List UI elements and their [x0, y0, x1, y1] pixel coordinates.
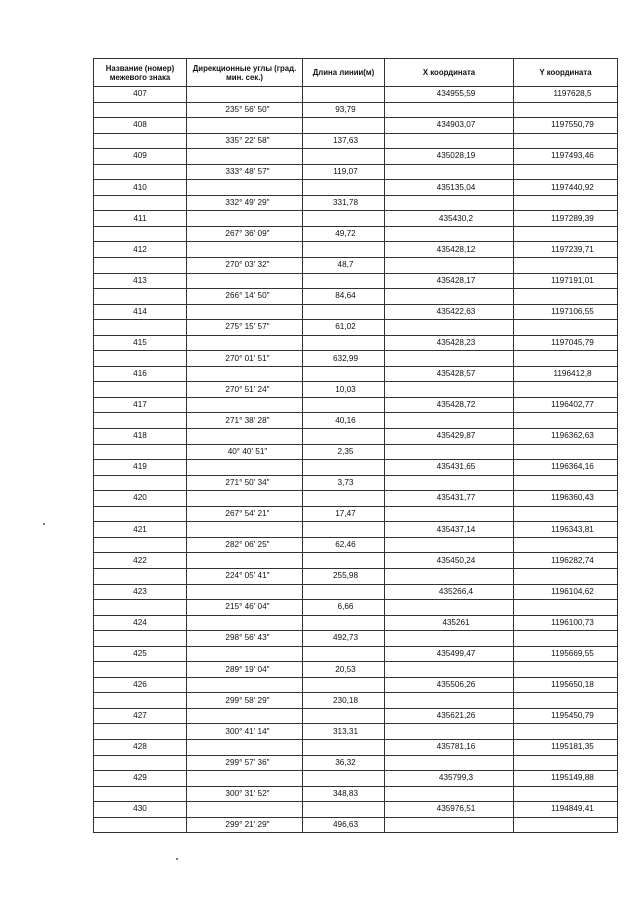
point-name-cell-empty: [94, 102, 187, 118]
directional-angle-cell: 299° 58' 29": [187, 693, 303, 709]
x-coordinate-cell-empty: [385, 600, 514, 616]
x-coordinate-cell-empty: [385, 351, 514, 367]
x-coordinate-cell-empty: [385, 444, 514, 460]
y-coordinate-cell: 1195181,35: [514, 739, 618, 755]
table-row-line: [94, 413, 618, 429]
point-name-cell-empty: [94, 817, 187, 833]
x-coordinate-cell-empty: [385, 631, 514, 647]
table-row-line: [94, 102, 618, 118]
x-coordinate-cell: 435506,26: [385, 677, 514, 693]
directional-angle-cell: 275° 15' 57": [187, 320, 303, 336]
point-name-cell: 410: [94, 180, 187, 196]
directional-angle-cell: 266° 14' 50": [187, 289, 303, 305]
point-name-cell: 413: [94, 273, 187, 289]
header-marker-name: Название (номер) межевого знака: [94, 59, 187, 87]
y-coordinate-cell: 1197289,39: [514, 211, 618, 227]
y-coordinate-cell-empty: [514, 164, 618, 180]
table-row-line: [94, 164, 618, 180]
table-row-line: [94, 693, 618, 709]
x-coordinate-cell: 435428,57: [385, 366, 514, 382]
table-row-point: [94, 397, 618, 413]
x-coordinate-cell-empty: [385, 289, 514, 305]
directional-angle-cell: 270° 51' 24": [187, 382, 303, 398]
header-y-coordinate: Y координата: [514, 59, 618, 87]
x-coordinate-cell: 435976,51: [385, 802, 514, 818]
x-coordinate-cell-empty: [385, 382, 514, 398]
y-coordinate-cell-empty: [514, 413, 618, 429]
table-row-point: [94, 646, 618, 662]
directional-angle-cell: 300° 41' 14": [187, 724, 303, 740]
scan-speck: [176, 858, 178, 860]
y-coordinate-cell-empty: [514, 289, 618, 305]
angle-cell-empty: [187, 522, 303, 538]
line-length-cell: 331,78: [303, 195, 385, 211]
angle-cell-empty: [187, 118, 303, 134]
x-coordinate-cell: 435428,17: [385, 273, 514, 289]
point-name-cell-empty: [94, 631, 187, 647]
table-row-line: [94, 537, 618, 553]
directional-angle-cell: 332° 49' 29": [187, 195, 303, 211]
point-name-cell-empty: [94, 724, 187, 740]
point-name-cell: 418: [94, 429, 187, 445]
angle-cell-empty: [187, 149, 303, 165]
point-name-cell-empty: [94, 568, 187, 584]
table-row-point: [94, 491, 618, 507]
y-coordinate-cell-empty: [514, 195, 618, 211]
header-line-length: Длина линии(м): [303, 59, 385, 87]
point-name-cell-empty: [94, 600, 187, 616]
directional-angle-cell: 224° 05' 41": [187, 568, 303, 584]
directional-angle-cell: 298° 56' 43": [187, 631, 303, 647]
y-coordinate-cell-empty: [514, 817, 618, 833]
line-length-cell: 119,07: [303, 164, 385, 180]
point-name-cell-empty: [94, 475, 187, 491]
point-name-cell: 430: [94, 802, 187, 818]
point-name-cell: 417: [94, 397, 187, 413]
x-coordinate-cell: 435431,65: [385, 460, 514, 476]
y-coordinate-cell-empty: [514, 631, 618, 647]
x-coordinate-cell: 435429,87: [385, 429, 514, 445]
y-coordinate-cell: 1197239,71: [514, 242, 618, 258]
x-coordinate-cell-empty: [385, 475, 514, 491]
table-row-line: [94, 786, 618, 802]
table-row-point: [94, 149, 618, 165]
point-name-cell: 422: [94, 553, 187, 569]
angle-cell-empty: [187, 677, 303, 693]
x-coordinate-cell-empty: [385, 195, 514, 211]
line-length-cell: 61,02: [303, 320, 385, 336]
y-coordinate-cell: 1196343,81: [514, 522, 618, 538]
directional-angle-cell: 271° 38' 28": [187, 413, 303, 429]
y-coordinate-cell: 1195450,79: [514, 708, 618, 724]
x-coordinate-cell-empty: [385, 413, 514, 429]
line-length-cell: 632,99: [303, 351, 385, 367]
table-row-point: [94, 802, 618, 818]
point-name-cell-empty: [94, 755, 187, 771]
x-coordinate-cell-empty: [385, 817, 514, 833]
angle-cell-empty: [187, 429, 303, 445]
x-coordinate-cell: 435430,2: [385, 211, 514, 227]
y-coordinate-cell: 1197493,46: [514, 149, 618, 165]
point-name-cell: 415: [94, 335, 187, 351]
x-coordinate-cell-empty: [385, 102, 514, 118]
y-coordinate-cell: 1196104,62: [514, 584, 618, 600]
table-body: [94, 87, 618, 833]
x-coordinate-cell: 435266,4: [385, 584, 514, 600]
table-row-line: [94, 289, 618, 305]
table-row-line: [94, 475, 618, 491]
length-cell-empty: [303, 771, 385, 787]
y-coordinate-cell-empty: [514, 475, 618, 491]
y-coordinate-cell: 1196282,74: [514, 553, 618, 569]
angle-cell-empty: [187, 304, 303, 320]
table-row-line: [94, 724, 618, 740]
table-row-line: [94, 631, 618, 647]
point-name-cell: 411: [94, 211, 187, 227]
point-name-cell: 427: [94, 708, 187, 724]
angle-cell-empty: [187, 211, 303, 227]
y-coordinate-cell: 1197440,92: [514, 180, 618, 196]
length-cell-empty: [303, 677, 385, 693]
x-coordinate-cell-empty: [385, 568, 514, 584]
x-coordinate-cell-empty: [385, 786, 514, 802]
directional-angle-cell: 270° 01' 51": [187, 351, 303, 367]
point-name-cell-empty: [94, 320, 187, 336]
x-coordinate-cell-empty: [385, 506, 514, 522]
line-length-cell: 93,79: [303, 102, 385, 118]
y-coordinate-cell: 1196412,8: [514, 366, 618, 382]
point-name-cell: 408: [94, 118, 187, 134]
table-row-point: [94, 304, 618, 320]
directional-angle-cell: 333° 48' 57": [187, 164, 303, 180]
table-row-point: [94, 708, 618, 724]
y-coordinate-cell-empty: [514, 662, 618, 678]
y-coordinate-cell: 1197191,01: [514, 273, 618, 289]
y-coordinate-cell-empty: [514, 226, 618, 242]
table-row-line: [94, 817, 618, 833]
x-coordinate-cell-empty: [385, 537, 514, 553]
table-row-point: [94, 429, 618, 445]
length-cell-empty: [303, 149, 385, 165]
point-name-cell: 414: [94, 304, 187, 320]
y-coordinate-cell: 1194849,41: [514, 802, 618, 818]
point-name-cell: 423: [94, 584, 187, 600]
y-coordinate-cell: 1196362,63: [514, 429, 618, 445]
y-coordinate-cell-empty: [514, 537, 618, 553]
directional-angle-cell: 282° 06' 25": [187, 537, 303, 553]
line-length-cell: 255,98: [303, 568, 385, 584]
y-coordinate-cell-empty: [514, 786, 618, 802]
directional-angle-cell: 215° 46' 04": [187, 600, 303, 616]
table-row-point: [94, 118, 618, 134]
x-coordinate-cell-empty: [385, 258, 514, 274]
angle-cell-empty: [187, 771, 303, 787]
y-coordinate-cell-empty: [514, 724, 618, 740]
point-name-cell-empty: [94, 164, 187, 180]
table-row-line: [94, 382, 618, 398]
angle-cell-empty: [187, 646, 303, 662]
x-coordinate-cell: 435499,47: [385, 646, 514, 662]
x-coordinate-cell-empty: [385, 662, 514, 678]
table-row-point: [94, 584, 618, 600]
y-coordinate-cell-empty: [514, 506, 618, 522]
line-length-cell: 492,73: [303, 631, 385, 647]
point-name-cell-empty: [94, 289, 187, 305]
x-coordinate-cell: 435428,23: [385, 335, 514, 351]
length-cell-empty: [303, 397, 385, 413]
x-coordinate-cell-empty: [385, 226, 514, 242]
y-coordinate-cell-empty: [514, 444, 618, 460]
angle-cell-empty: [187, 87, 303, 103]
line-length-cell: 10,03: [303, 382, 385, 398]
table-row-line: [94, 568, 618, 584]
length-cell-empty: [303, 708, 385, 724]
directional-angle-cell: 335° 22' 58": [187, 133, 303, 149]
point-name-cell-empty: [94, 662, 187, 678]
length-cell-empty: [303, 242, 385, 258]
table-row-line: [94, 320, 618, 336]
x-coordinate-cell: 435135,04: [385, 180, 514, 196]
y-coordinate-cell: 1197628,5: [514, 87, 618, 103]
y-coordinate-cell: 1195149,88: [514, 771, 618, 787]
point-name-cell: 420: [94, 491, 187, 507]
point-name-cell: 429: [94, 771, 187, 787]
angle-cell-empty: [187, 397, 303, 413]
point-name-cell-empty: [94, 226, 187, 242]
y-coordinate-cell-empty: [514, 133, 618, 149]
x-coordinate-cell-empty: [385, 320, 514, 336]
line-length-cell: 40,16: [303, 413, 385, 429]
length-cell-empty: [303, 180, 385, 196]
y-coordinate-cell-empty: [514, 755, 618, 771]
length-cell-empty: [303, 802, 385, 818]
directional-angle-cell: 299° 57' 36": [187, 755, 303, 771]
length-cell-empty: [303, 429, 385, 445]
point-name-cell-empty: [94, 133, 187, 149]
y-coordinate-cell: 1195669,55: [514, 646, 618, 662]
y-coordinate-cell: 1196360,43: [514, 491, 618, 507]
y-coordinate-cell: 1197550,79: [514, 118, 618, 134]
length-cell-empty: [303, 118, 385, 134]
angle-cell-empty: [187, 802, 303, 818]
x-coordinate-cell-empty: [385, 164, 514, 180]
x-coordinate-cell: 435437,14: [385, 522, 514, 538]
length-cell-empty: [303, 273, 385, 289]
line-length-cell: 2,35: [303, 444, 385, 460]
x-coordinate-cell-empty: [385, 755, 514, 771]
length-cell-empty: [303, 584, 385, 600]
angle-cell-empty: [187, 708, 303, 724]
angle-cell-empty: [187, 615, 303, 631]
point-name-cell-empty: [94, 537, 187, 553]
point-name-cell-empty: [94, 195, 187, 211]
angle-cell-empty: [187, 366, 303, 382]
directional-angle-cell: 289° 19' 04": [187, 662, 303, 678]
table-row-line: [94, 600, 618, 616]
angle-cell-empty: [187, 273, 303, 289]
table-row-line: [94, 226, 618, 242]
x-coordinate-cell: 435799,3: [385, 771, 514, 787]
directional-angle-cell: 267° 54' 21": [187, 506, 303, 522]
length-cell-empty: [303, 366, 385, 382]
x-coordinate-cell-empty: [385, 133, 514, 149]
x-coordinate-cell: 435621,26: [385, 708, 514, 724]
table-row-point: [94, 242, 618, 258]
length-cell-empty: [303, 739, 385, 755]
line-length-cell: 496,63: [303, 817, 385, 833]
y-coordinate-cell: 1196364,16: [514, 460, 618, 476]
x-coordinate-cell: 434955,59: [385, 87, 514, 103]
length-cell-empty: [303, 211, 385, 227]
table-row-point: [94, 615, 618, 631]
angle-cell-empty: [187, 491, 303, 507]
point-name-cell-empty: [94, 258, 187, 274]
table-row-line: [94, 444, 618, 460]
x-coordinate-cell: 435428,72: [385, 397, 514, 413]
y-coordinate-cell: 1197045,79: [514, 335, 618, 351]
y-coordinate-cell-empty: [514, 568, 618, 584]
table-row-point: [94, 273, 618, 289]
header-directional-angles: Дирекционные углы (град. мин. сек.): [187, 59, 303, 87]
line-length-cell: 3,73: [303, 475, 385, 491]
table-row-point: [94, 180, 618, 196]
length-cell-empty: [303, 335, 385, 351]
x-coordinate-cell: 435028,19: [385, 149, 514, 165]
table-row-point: [94, 87, 618, 103]
point-name-cell-empty: [94, 786, 187, 802]
x-coordinate-cell: 435422,63: [385, 304, 514, 320]
table-row-point: [94, 553, 618, 569]
point-name-cell-empty: [94, 506, 187, 522]
angle-cell-empty: [187, 242, 303, 258]
directional-angle-cell: 235° 56' 50": [187, 102, 303, 118]
table-row-point: [94, 739, 618, 755]
length-cell-empty: [303, 491, 385, 507]
table-row-line: [94, 755, 618, 771]
point-name-cell: 416: [94, 366, 187, 382]
table-row-point: [94, 522, 618, 538]
point-name-cell: 407: [94, 87, 187, 103]
line-length-cell: 48,7: [303, 258, 385, 274]
point-name-cell: 419: [94, 460, 187, 476]
table-row-point: [94, 366, 618, 382]
y-coordinate-cell-empty: [514, 600, 618, 616]
scan-speck: [43, 523, 45, 525]
point-name-cell: 426: [94, 677, 187, 693]
point-name-cell: 421: [94, 522, 187, 538]
angle-cell-empty: [187, 584, 303, 600]
line-length-cell: 20,53: [303, 662, 385, 678]
y-coordinate-cell-empty: [514, 382, 618, 398]
y-coordinate-cell-empty: [514, 320, 618, 336]
y-coordinate-cell-empty: [514, 693, 618, 709]
line-length-cell: 36,32: [303, 755, 385, 771]
line-length-cell: 84,64: [303, 289, 385, 305]
point-name-cell: 409: [94, 149, 187, 165]
y-coordinate-cell: 1195650,18: [514, 677, 618, 693]
length-cell-empty: [303, 553, 385, 569]
length-cell-empty: [303, 87, 385, 103]
table-row-line: [94, 506, 618, 522]
angle-cell-empty: [187, 460, 303, 476]
x-coordinate-cell: 434903,07: [385, 118, 514, 134]
y-coordinate-cell-empty: [514, 351, 618, 367]
table-row-line: [94, 258, 618, 274]
point-name-cell-empty: [94, 444, 187, 460]
y-coordinate-cell: 1196100,73: [514, 615, 618, 631]
point-name-cell-empty: [94, 382, 187, 398]
x-coordinate-cell: 435781,16: [385, 739, 514, 755]
x-coordinate-cell: 435428,12: [385, 242, 514, 258]
header-x-coordinate: X координата: [385, 59, 514, 87]
table-header-row: [94, 59, 618, 87]
directional-angle-cell: 271° 50' 34": [187, 475, 303, 491]
line-length-cell: 62,46: [303, 537, 385, 553]
line-length-cell: 6,66: [303, 600, 385, 616]
directional-angle-cell: 270° 03' 32": [187, 258, 303, 274]
point-name-cell: 428: [94, 739, 187, 755]
angle-cell-empty: [187, 335, 303, 351]
table-row-line: [94, 662, 618, 678]
point-name-cell: 424: [94, 615, 187, 631]
line-length-cell: 348,83: [303, 786, 385, 802]
point-name-cell: 412: [94, 242, 187, 258]
line-length-cell: 230,18: [303, 693, 385, 709]
table-row-point: [94, 771, 618, 787]
point-name-cell-empty: [94, 413, 187, 429]
x-coordinate-cell: 435261: [385, 615, 514, 631]
length-cell-empty: [303, 522, 385, 538]
y-coordinate-cell-empty: [514, 258, 618, 274]
x-coordinate-cell-empty: [385, 724, 514, 740]
y-coordinate-cell: 1196402,77: [514, 397, 618, 413]
point-name-cell: 425: [94, 646, 187, 662]
table-row-point: [94, 211, 618, 227]
angle-cell-empty: [187, 553, 303, 569]
point-name-cell-empty: [94, 351, 187, 367]
angle-cell-empty: [187, 180, 303, 196]
angle-cell-empty: [187, 739, 303, 755]
table-row-line: [94, 195, 618, 211]
line-length-cell: 137,63: [303, 133, 385, 149]
length-cell-empty: [303, 646, 385, 662]
directional-angle-cell: 267° 36' 09": [187, 226, 303, 242]
line-length-cell: 313,31: [303, 724, 385, 740]
table-row-point: [94, 460, 618, 476]
table-row-point: [94, 677, 618, 693]
line-length-cell: 49,72: [303, 226, 385, 242]
x-coordinate-cell-empty: [385, 693, 514, 709]
length-cell-empty: [303, 460, 385, 476]
boundary-coordinates-table: [93, 58, 618, 833]
directional-angle-cell: 299° 21' 29": [187, 817, 303, 833]
x-coordinate-cell: 435431,77: [385, 491, 514, 507]
length-cell-empty: [303, 304, 385, 320]
directional-angle-cell: 40° 40' 51": [187, 444, 303, 460]
x-coordinate-cell: 435450,24: [385, 553, 514, 569]
table-row-line: [94, 133, 618, 149]
directional-angle-cell: 300° 31' 52": [187, 786, 303, 802]
line-length-cell: 17,47: [303, 506, 385, 522]
point-name-cell-empty: [94, 693, 187, 709]
y-coordinate-cell-empty: [514, 102, 618, 118]
length-cell-empty: [303, 615, 385, 631]
table-row-point: [94, 335, 618, 351]
table-row-line: [94, 351, 618, 367]
y-coordinate-cell: 1197106,55: [514, 304, 618, 320]
